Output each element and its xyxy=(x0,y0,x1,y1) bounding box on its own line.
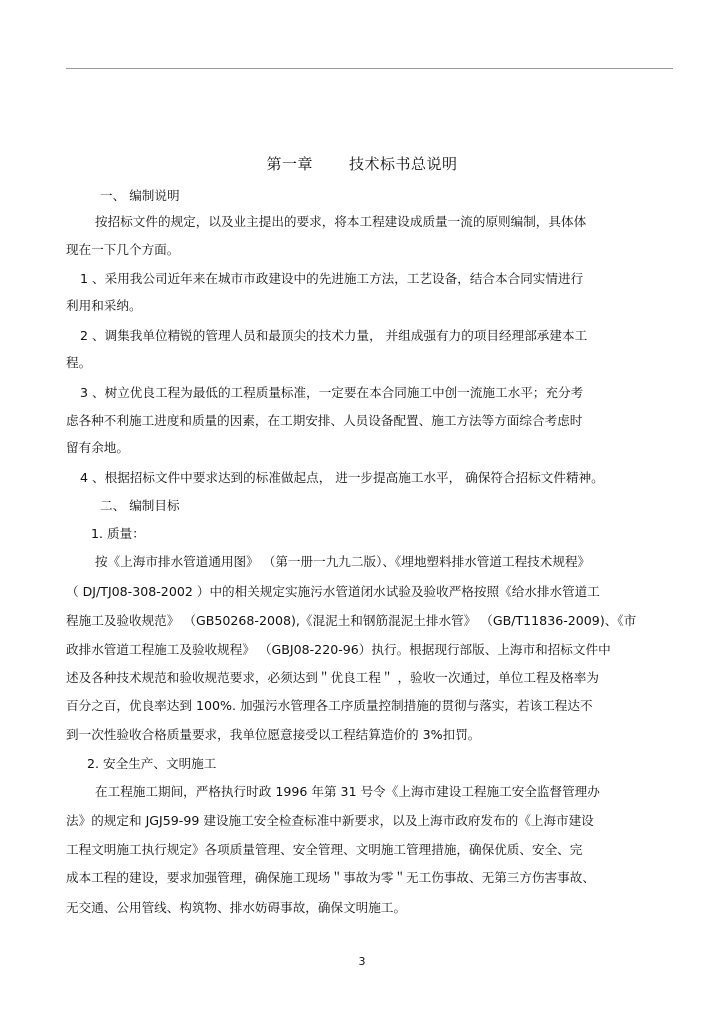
paragraph-line: 按《上海市排水管道通用图》 （第一册一九九二版）、《埋地塑料排水管道工程技术规程》 xyxy=(95,554,591,569)
chapter-heading: 技术标书总说明 xyxy=(349,155,458,173)
paragraph-line: 虑各种不利施工进度和质量的因素，在工期安排、人员设备配置、施工方法等方面综合考虑时 xyxy=(66,413,583,428)
paragraph-line: （ DJ/TJ08-308-2002 ）中的相关规定实施污水管道闭水试验及验收严格按照《给水排水管道工 xyxy=(66,584,600,599)
paragraph-line: 无交通、公用管线、构筑物、排水妨碍事故，确保文明施工。 xyxy=(66,900,407,915)
paragraph-line: 在工程施工期间，严格执行时政 1996 年第 31 号令《上海市建设工程施工安全监督管理办 xyxy=(95,784,600,799)
paragraph-line: 程。 xyxy=(66,355,92,370)
paragraph-line: 百分之百，优良率达到 100%. 加强污水管理各工序质量控制措施的贯彻与落实，若该工程达不 xyxy=(66,698,593,713)
paragraph-line: 现在一下几个方面。 xyxy=(66,242,180,257)
paragraph-line: 利用和采纳。 xyxy=(66,298,142,313)
paragraph-line: 述及各种技术规范和验收规范要求，必须达到＂优良工程＂ ，验收一次通过，单位工程及格率为 xyxy=(66,670,599,685)
paragraph-line: 工程文明施工执行规定》各项质量管理、安全管理、文明施工管理措施，确保优质、安全、完 xyxy=(66,842,583,857)
list-item-1: 1 、采用我公司近年来在城市市政建设中的先进施工方法，工艺设备，结合本合同实情进行 xyxy=(80,271,584,286)
header-rule xyxy=(66,68,673,69)
list-item-3: 3 、树立优良工程为最低的工程质量标准，一定要在本合同施工中创一流施工水平；充分考 xyxy=(80,385,584,400)
subheading-quality: 1. 质量： xyxy=(91,526,145,541)
paragraph-line: 程施工及验收规范》 （GB50268-2008),《混泥土和钢筋混泥土排水管》 （GB/T11836-2009)、《市 xyxy=(66,613,637,628)
list-item-4: 4 、根据招标文件中要求达到的标准做起点， 进一步提高施工水平， 确保符合招标文件精神。 xyxy=(80,470,604,485)
paragraph-line: 按招标文件的规定，以及业主提出的要求，将本工程建设成质量一流的原则编制，具体体 xyxy=(95,214,587,229)
paragraph-line: 留有余地。 xyxy=(66,440,129,455)
section-heading-compile-goals: 二、 编制目标 xyxy=(100,498,180,513)
chapter-title xyxy=(0,153,724,174)
paragraph-line: 成本工程的建设，要求加强管理，确保施工现场＂事故为零＂无工伤事故、无第三方伤害事故、 xyxy=(66,870,595,885)
paragraph-line: 政排水管道工程施工及验收规程》 （GBJ08-220-96）执行。根据现行部版、上海市和招标文件中 xyxy=(66,642,611,657)
paragraph-line: 到一次性验收合格质量要求，我单位愿意接受以工程结算造价的 3%扣罚。 xyxy=(66,727,481,742)
paragraph-line: 法》的规定和 JGJ59-99 建设施工安全检查标准中新要求，以及上海市政府发布的《上海市建设 xyxy=(66,813,594,828)
list-item-2: 2 、调集我单位精锐的管理人员和最顶尖的技术力量， 并组成强有力的项目经理部承建本工 xyxy=(80,328,588,343)
page-number: 3 xyxy=(358,955,366,968)
chapter-number: 第一章 xyxy=(266,155,313,173)
subheading-safety: 2. 安全生产、文明施工 xyxy=(87,756,217,771)
section-heading-compile-notes: 一、 编制说明 xyxy=(100,188,180,203)
